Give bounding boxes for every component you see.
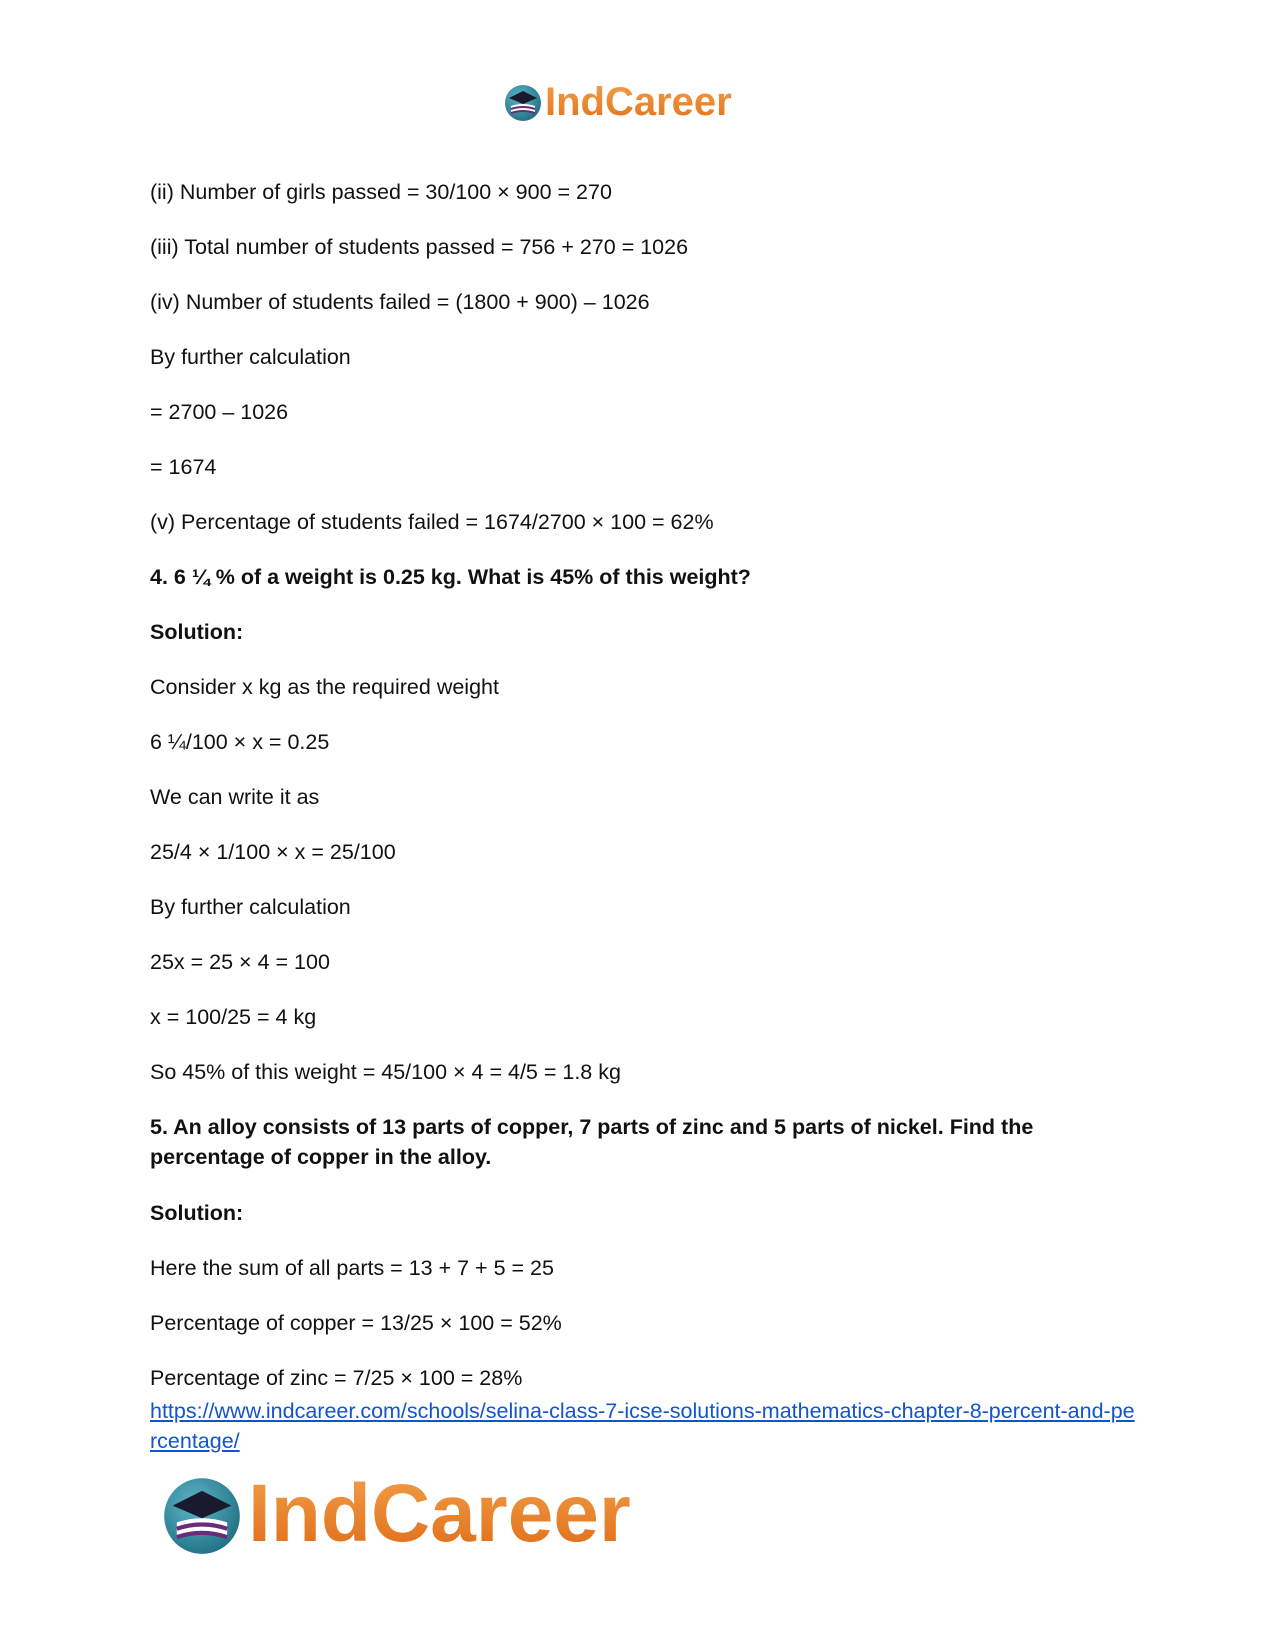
text-line: We can write it as xyxy=(150,785,320,809)
text-line: = 2700 – 1026 xyxy=(150,400,289,424)
solution-heading: Solution: xyxy=(150,1201,244,1225)
text-line: Percentage of zinc = 7/25 × 100 = 28% xyxy=(150,1366,523,1390)
text-line: x = 100/25 = 4 kg xyxy=(150,1005,317,1029)
text-line: = 1674 xyxy=(150,455,217,479)
text-line: Here the sum of all parts = 13 + 7 + 5 = 25 xyxy=(150,1256,554,1280)
text-line: (iv) Number of students failed = (1800 + 900) – 1026 xyxy=(150,290,650,314)
text-line: (v) Percentage of students failed = 1674/2700 × 100 = 62% xyxy=(150,510,714,534)
footer-logo xyxy=(160,1468,631,1560)
text-line: 25/4 × 1/100 × x = 25/100 xyxy=(150,840,396,864)
text-line: So 45% of this weight = 45/100 × 4 = 4/5 = 1.8 kg xyxy=(150,1060,621,1084)
text-line: 6 ¼/100 × x = 0.25 xyxy=(150,730,330,754)
text-line: Consider x kg as the required weight xyxy=(150,675,499,699)
question-heading: 4. 6 ¼ % of a weight is 0.25 kg. What is 45% of this weight? xyxy=(150,565,751,589)
text-line: Percentage of copper = 13/25 × 100 = 52% xyxy=(150,1311,562,1335)
graduation-cap-book-globe-icon xyxy=(160,1472,244,1556)
text-line: 25x = 25 × 4 = 100 xyxy=(150,950,330,974)
header-logo xyxy=(503,80,732,124)
question-heading: 5. An alloy consists of 13 parts of copper, 7 parts of zinc and 5 parts of nickel. Find the percentage of copper in the alloy. xyxy=(150,1115,1034,1169)
text-line: (ii) Number of girls passed = 30/100 × 900 = 270 xyxy=(150,180,612,204)
logo-wordmark: IndCareer xyxy=(545,79,732,124)
source-url-link[interactable]: https://www.indcareer.com/schools/selina-class-7-icse-solutions-mathematics-chapter-8-percent-and-percentage/ xyxy=(150,1399,1135,1453)
text-line: By further calculation xyxy=(150,345,351,369)
solution-heading: Solution: xyxy=(150,620,244,644)
text-line: By further calculation xyxy=(150,895,351,919)
graduation-cap-book-globe-icon xyxy=(503,82,543,122)
text-line: (iii) Total number of students passed = 756 + 270 = 1026 xyxy=(150,235,689,259)
logo-wordmark: IndCareer xyxy=(248,1468,631,1559)
